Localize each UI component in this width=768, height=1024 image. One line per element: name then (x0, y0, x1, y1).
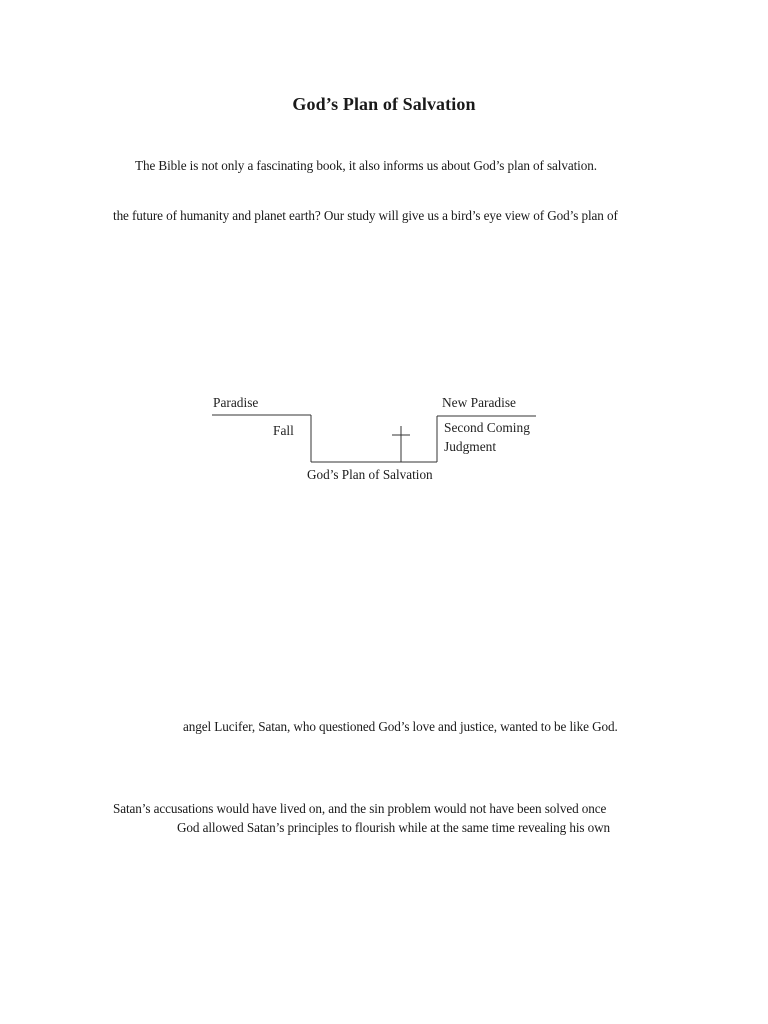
salvation-diagram (200, 385, 560, 495)
label-paradise: Paradise (213, 395, 259, 410)
paragraph-lucifer: angel Lucifer, Satan, who questioned God’s love and justice, wanted to be like God. (183, 719, 618, 734)
paragraph-accusations: Satan’s accusations would have lived on, and the sin problem would not have been solved once (113, 801, 607, 816)
diagram-caption: God’s Plan of Salvation (307, 467, 433, 482)
paragraph-future: the future of humanity and planet earth? Our study will give us a bird’s eye view of God’s plan of (113, 208, 618, 223)
paragraph-principles: God allowed Satan’s principles to flourish while at the same time revealing his own (177, 820, 611, 835)
page-title: God’s Plan of Salvation (292, 94, 476, 114)
label-judgment: Judgment (444, 439, 497, 454)
label-new-paradise: New Paradise (442, 395, 516, 410)
paragraph-intro: The Bible is not only a fascinating book, it also informs us about God’s plan of salvation. (135, 158, 597, 173)
label-second-coming: Second Coming (444, 420, 530, 435)
cross-icon (392, 426, 410, 462)
label-fall: Fall (273, 423, 294, 438)
